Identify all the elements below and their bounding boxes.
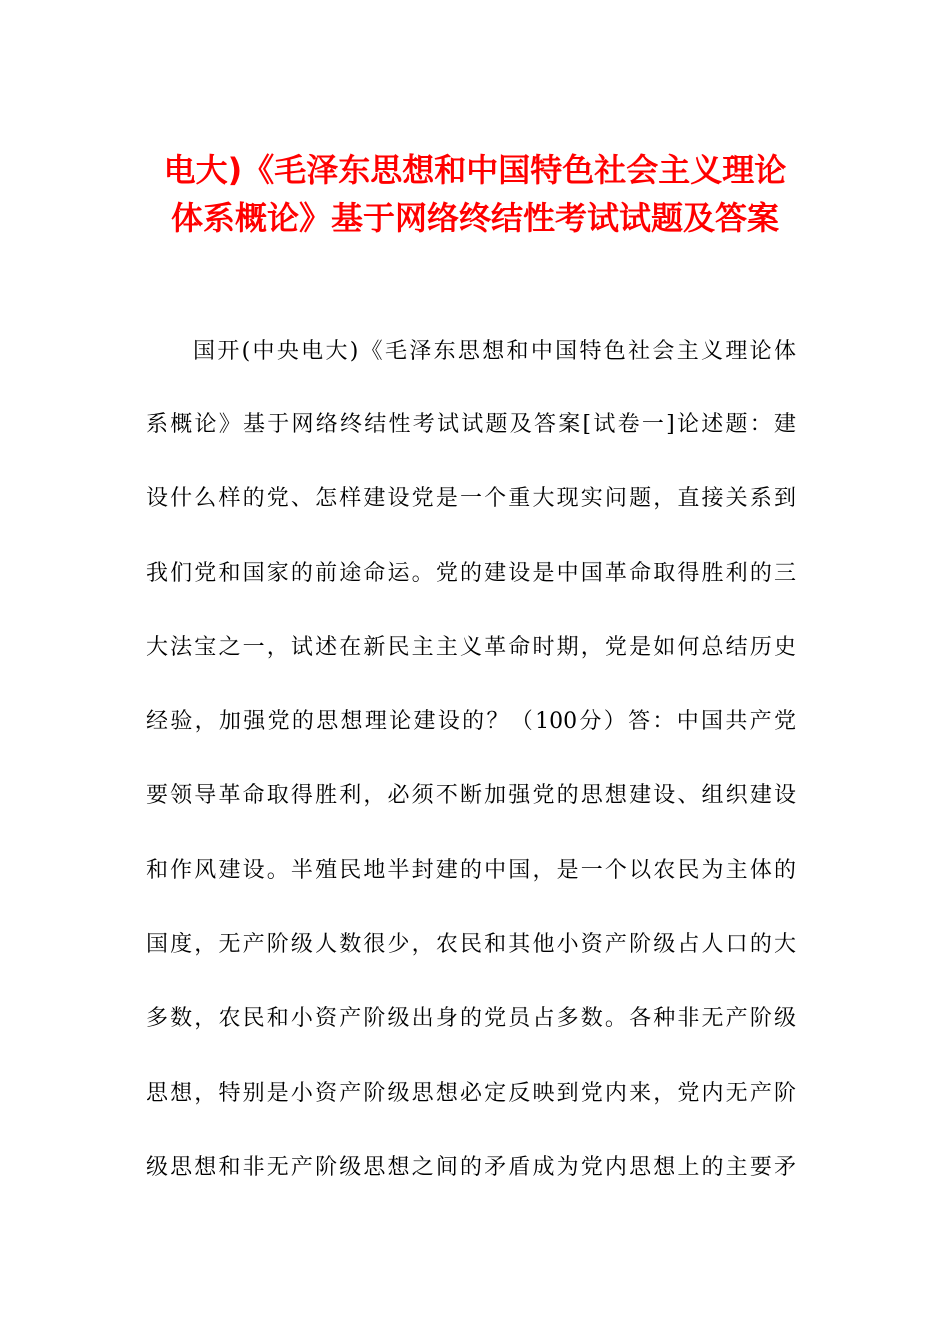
body-line-4: 我们党和国家的前途命运。党的建设是中国革命取得胜利的三 — [146, 561, 796, 586]
document-title-line-2: 体系概论》基于网络终结性考试试题及答案 — [170, 199, 779, 237]
body-line-3: 设什么样的党、怎样建设党是一个重大现实问题，直接关系到 — [146, 486, 796, 511]
body-line-1: 国开(中央电大)《毛泽东思想和中国特色社会主义理论体 — [193, 339, 796, 364]
body-line-10: 多数，农民和小资产阶级出身的党员占多数。各种非无产阶级 — [146, 1006, 796, 1031]
body-line-5: 大法宝之一，试述在新民主主义革命时期，党是如何总结历史 — [146, 635, 796, 660]
body-line-2: 系概论》基于网络终结性考试试题及答案[试卷一]论述题：建 — [146, 412, 796, 437]
body-line-6: 经验，加强党的思想理论建设的？（100分）答：中国共产党 — [146, 709, 796, 734]
body-line-9: 国度，无产阶级人数很少，农民和其他小资产阶级占人口的大 — [146, 932, 796, 957]
body-line-8: 和作风建设。半殖民地半封建的中国，是一个以农民为主体的 — [146, 858, 796, 883]
body-line-12: 级思想和非无产阶级思想之间的矛盾成为党内思想上的主要矛 — [146, 1155, 796, 1180]
body-line-11: 思想，特别是小资产阶级思想必定反映到党内来，党内无产阶 — [146, 1081, 796, 1106]
document-title-line-1: 电大)《毛泽东思想和中国特色社会主义理论 — [163, 151, 787, 189]
body-line-7: 要领导革命取得胜利，必须不断加强党的思想建设、组织建设 — [146, 783, 796, 808]
